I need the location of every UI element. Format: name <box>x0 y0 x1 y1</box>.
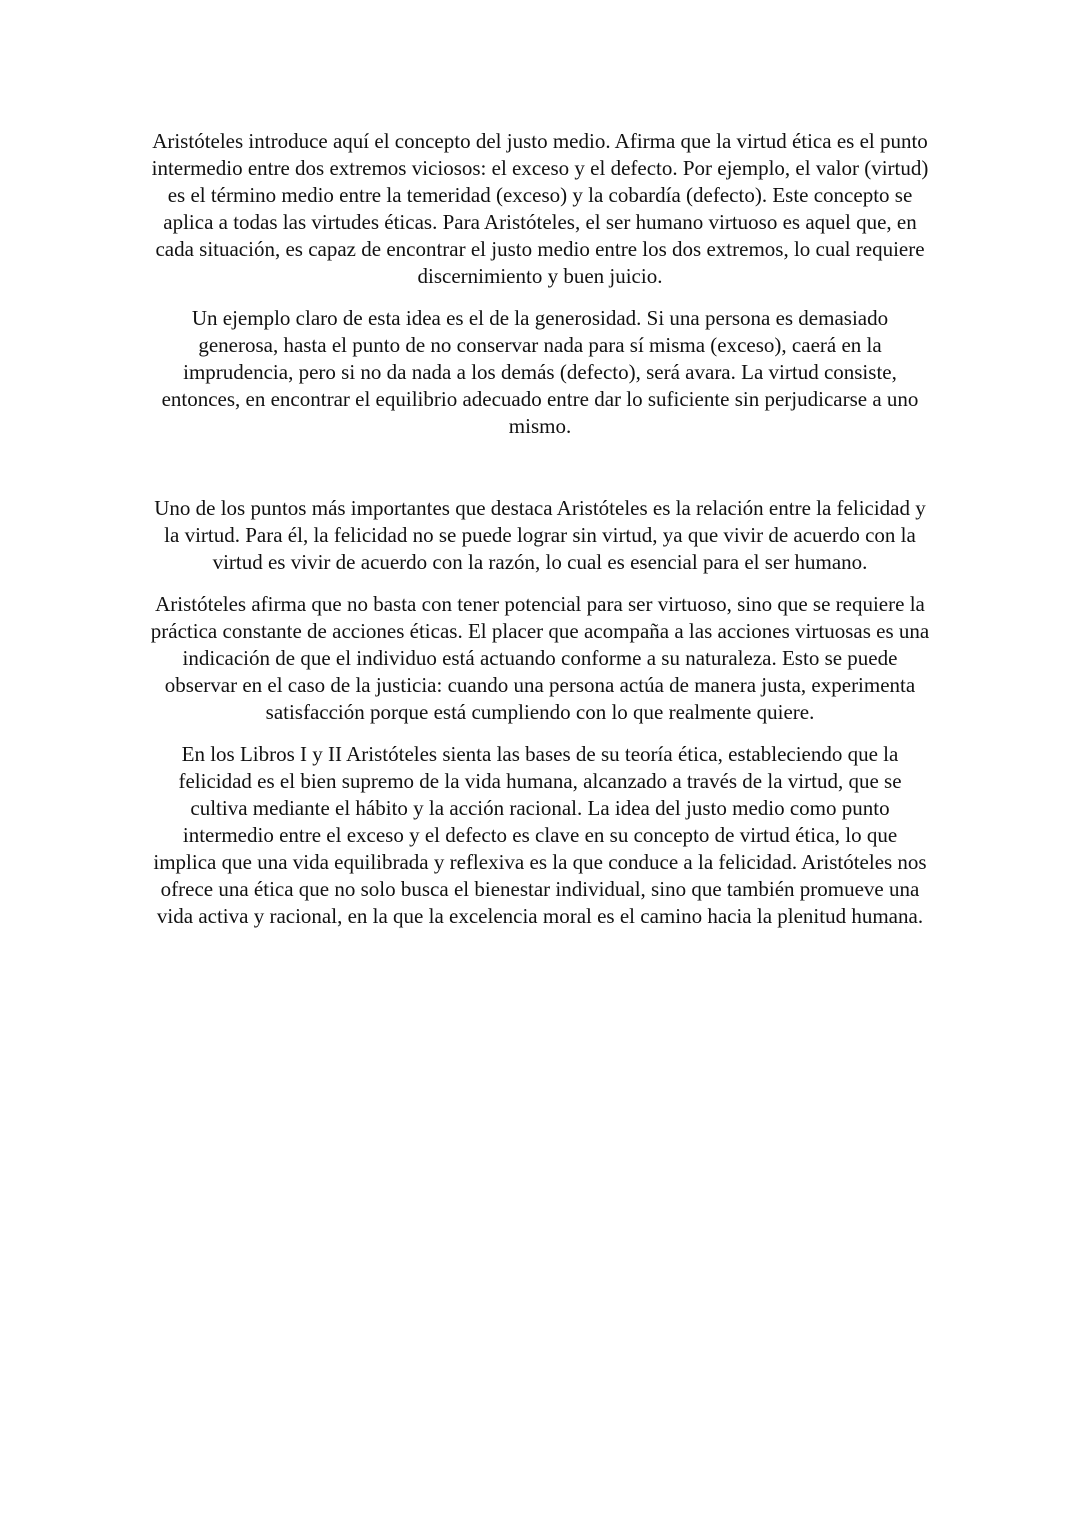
paragraph-justo-medio: Aristóteles introduce aquí el concepto del justo medio. Afirma que la virtud ética es el punto intermedio entre dos extremos viciosos: el exceso y el defecto. Por ejemplo, el valor (virtud) es el término medio entre la temeridad (exceso) y la cobardía (defecto). Este concepto se aplica a todas las virtudes éticas. Para Aristóteles, el ser humano virtuoso es aquel que, en cada situación, es capaz de encontrar el justo medio entre los dos extremos, lo cual requiere discernimiento y buen juicio. <box>151 129 929 288</box>
paragraph-practica-etica: Aristóteles afirma que no basta con tener potencial para ser virtuoso, sino que se requiere la práctica constante de acciones éticas. El placer que acompaña a las acciones virtuosas es una indicación de que el individuo está actuando conforme a su naturaleza. Esto se puede observar en el caso de la justicia: cuando una persona actúa de manera justa, experimenta satisfacción porque está cumpliendo con lo que realmente quiere. <box>150 592 930 724</box>
paragraph-generosidad: Un ejemplo claro de esta idea es el de la generosidad. Si una persona es demasiado generosa, hasta el punto de no conservar nada para sí misma (exceso), caerá en la imprudencia, pero si no da nada a los demás (defecto), será avara. La virtud consiste, entonces, en encontrar el equilibrio adecuado entre dar lo suficiente sin perjudicarse a uno mismo. <box>161 306 919 438</box>
document-body <box>150 128 930 945</box>
paragraph-conclusion: En los Libros I y II Aristóteles sienta las bases de su teoría ética, estableciendo que la felicidad es el bien supremo de la vida humana, alcanzado a través de la virtud, que se cultiva mediante el hábito y la acción racional. La idea del justo medio como punto intermedio entre el exceso y el defecto es clave en su concepto de virtud ética, lo que implica que una vida equilibrada y reflexiva es la que conduce a la felicidad. Aristóteles nos ofrece una ética que no solo busca el bienestar individual, sino que también promueve una vida activa y racional, en la que la excelencia moral es el camino hacia la plenitud humana. <box>153 742 927 928</box>
paragraph-felicidad-virtud: Uno de los puntos más importantes que destaca Aristóteles es la relación entre la felicidad y la virtud. Para él, la felicidad no se puede lograr sin virtud, ya que vivir de acuerdo con la virtud es vivir de acuerdo con la razón, lo cual es esencial para el ser humano. <box>154 496 926 574</box>
